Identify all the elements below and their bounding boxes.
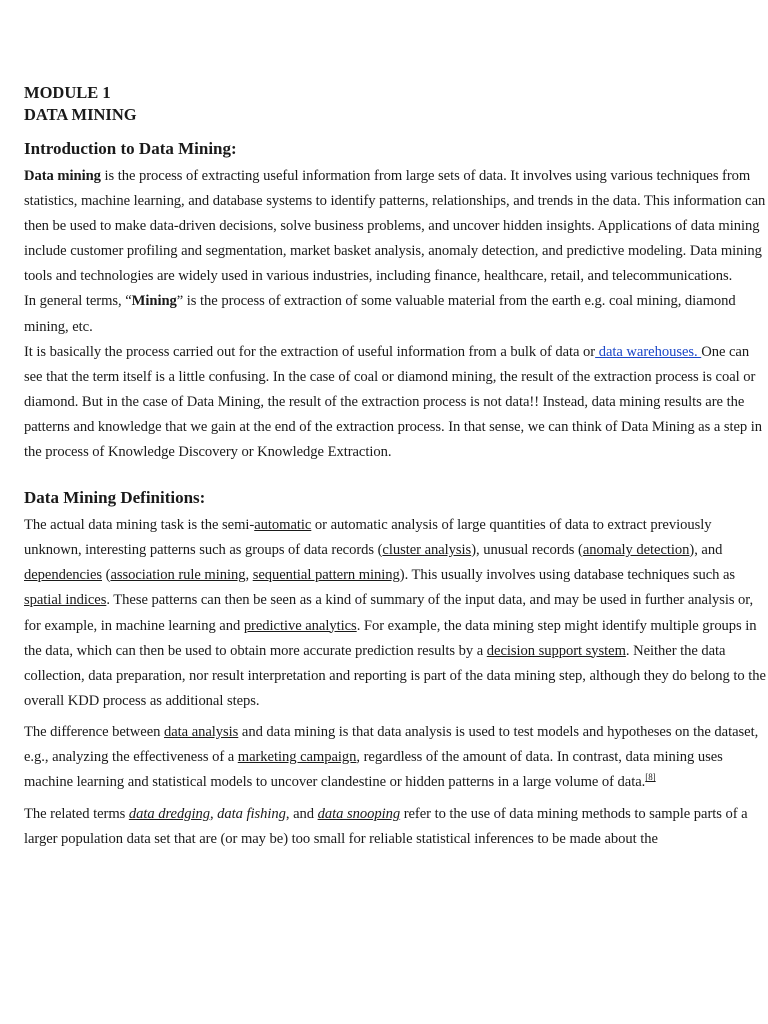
intro-p2-before: In general terms, “	[24, 293, 132, 310]
document-page	[24, 82, 766, 852]
term-data-mining: Data mining	[24, 168, 101, 184]
data-warehouses-link[interactable]: data warehouses.	[595, 343, 702, 360]
intro-p3-before: It is basically the process carried out for the extraction of useful information from a bulk of data or	[24, 343, 596, 360]
text-segment: ), unusual records (	[471, 542, 583, 559]
intro-paragraph-2	[24, 289, 766, 339]
citation-8-link[interactable]: [8]	[645, 772, 656, 783]
cluster-analysis-link[interactable]: cluster analysis	[382, 542, 472, 559]
term-mining: Mining	[131, 293, 177, 310]
decision-support-system-link[interactable]: decision support system	[486, 642, 626, 659]
text-segment: The difference between	[24, 723, 164, 740]
text-segment: , regardless of the amount of data. In contrast, data mining uses machine learning and statistical models to uncover clandestine or hidden patterns in a large volume of data.	[24, 748, 723, 791]
definitions-heading: Data Mining Definitions:	[24, 488, 206, 508]
definitions-paragraph-3	[24, 802, 766, 852]
intro-p1-text: is the process of extracting useful information from large sets of data. It involves using various techniques from statistics, machine learning, and database systems to identify patterns, relationships, and trends in the data. This information can then be used to make data-driven decisions, solve business problems, and uncover hidden insights. Applications of data mining include customer profiling and segmentation, market basket analysis, anomaly detection, and predictive modeling. Data mining tools and technologies are widely used in various industries, including finance, healthcare, retail, and telecommunications.	[24, 168, 766, 285]
text-segment: ). This usually involves using database techniques such as	[399, 567, 736, 584]
definitions-paragraph-1	[24, 513, 766, 714]
data-fishing-term: data fishing	[217, 806, 286, 823]
text-segment: or automatic analysis of large quantities of data to extract previously unknown, interesting patterns such as groups of data records (	[24, 517, 712, 559]
predictive-analytics-link[interactable]: predictive analytics	[243, 617, 357, 634]
text-segment: The actual data mining task is the semi-	[24, 517, 255, 534]
data-analysis-link[interactable]: data analysis	[163, 723, 239, 740]
text-segment: and data mining is that data analysis is used to test models and hypotheses on the dataset, e.g., analyzing the effectiveness of a	[24, 723, 759, 765]
dependencies-link[interactable]: dependencies	[24, 567, 103, 584]
data-snooping-link[interactable]: data snooping	[317, 806, 401, 823]
intro-p3-after: One can see that the term itself is a little confusing. In the case of coal or diamond mining, the result of the extraction process is coal or diamond. But in the case of Data Mining, the result of the extraction process is not data!! Instead, data mining results are the patterns and knowledge that we gain at the end of the extraction process. In that sense, we can think of Data Mining as a step in the process of Knowledge Discovery or Knowledge Extraction.	[24, 343, 763, 461]
anomaly-detection-link[interactable]: anomaly detection	[582, 542, 690, 559]
module-number: MODULE 1	[24, 83, 111, 102]
definitions-paragraph-2	[24, 720, 766, 795]
text-segment: ), and	[689, 542, 723, 559]
automatic-link[interactable]: automatic	[254, 517, 312, 534]
text-segment: (	[102, 567, 111, 584]
marketing-campaign-link[interactable]: marketing campaign	[237, 748, 357, 765]
text-segment: ,	[209, 806, 218, 823]
spatial-indices-link[interactable]: spatial indices	[24, 592, 107, 609]
text-segment: ,	[245, 567, 253, 584]
data-dredging-link[interactable]: data dredging	[128, 806, 210, 823]
text-segment: . These patterns can then be seen as a kind of summary of the input data, and may be used in further analysis or, for example, in machine learning and	[24, 592, 754, 634]
module-subject: DATA MINING	[24, 105, 137, 124]
text-segment: . Neither the data collection, data preparation, nor result interpretation and reporting is part of the data mining step, although they do belong to the overall KDD process as additional steps.	[24, 642, 766, 709]
text-segment: The related terms	[24, 806, 129, 823]
text-segment: refer to the use of data mining methods to sample parts of a larger population data set that are (or may be) too small for reliable statistical inferences to be made about the	[24, 806, 748, 848]
association-rule-mining-link[interactable]: association rule mining	[110, 567, 246, 584]
intro-heading: Introduction to Data Mining:	[24, 139, 237, 158]
text-segment: , and	[285, 806, 318, 823]
intro-paragraph-1	[24, 164, 766, 289]
text-segment: . For example, the data mining step might identify multiple groups in the data, which can then be used to obtain more accurate prediction results by a	[24, 617, 757, 659]
intro-p2-after: ” is the process of extraction of some valuable material from the earth e.g. coal mining, diamond mining, etc.	[24, 293, 736, 335]
intro-paragraph-3	[24, 340, 766, 465]
sequential-pattern-mining-link[interactable]: sequential pattern mining	[252, 567, 400, 584]
